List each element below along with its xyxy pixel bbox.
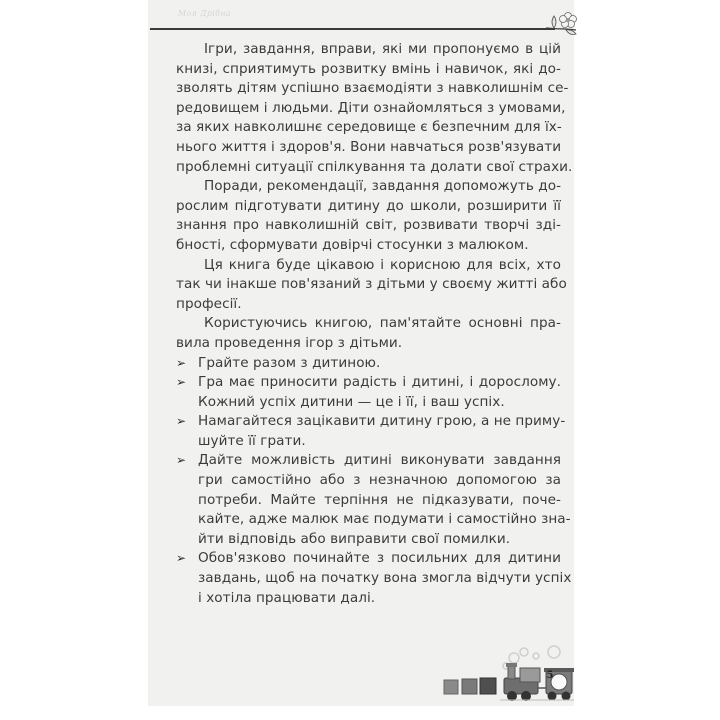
rules-list	[176, 354, 572, 609]
flower-branch-icon	[546, 10, 580, 42]
text-line: Грайте разом з дитиною.	[198, 354, 381, 371]
running-head: Моя Дрiбна	[178, 9, 231, 18]
list-item	[176, 373, 561, 412]
text-line: книзі, сприятимуть розвитку вмінь і навичок, які до-	[176, 60, 561, 77]
arrow-bullet-icon: ➢	[176, 355, 187, 370]
text-line: знання про навколишній світ, розвивати творчі зді-	[176, 217, 561, 234]
paragraph-intro	[176, 40, 573, 177]
text-line: Ця книга буде цікавою і корисною для всіх, хто	[204, 256, 561, 273]
text-line: Кожний успіх дитини — це і її, і ваш успіх.	[198, 393, 505, 410]
text-line: вила проведення ігор з дітьми.	[176, 334, 403, 351]
text-line: кайте, адже малюк має подумати і самостійно зна-	[198, 511, 571, 528]
list-item	[176, 549, 572, 608]
text-line: зволять дітям успішно взаємодіяти з навколишнім се-	[176, 80, 569, 97]
text-line: Поради, рекомендації, завдання допоможуть до-	[204, 178, 562, 195]
text-line: потреби. Майте терпіння не підказувати, поче-	[198, 491, 561, 508]
page-number: 5	[546, 670, 554, 681]
text-line: Користуючись книгою, пам'ятайте основні пра-	[204, 315, 561, 332]
book-page	[148, 0, 574, 706]
text-line: професії.	[176, 295, 242, 312]
arrow-bullet-icon: ➢	[176, 551, 187, 566]
list-item	[176, 354, 561, 374]
list-item	[176, 412, 566, 451]
paragraph-rules-intro	[176, 314, 561, 353]
text-line: рослим підготувати дитину до школи, розширити її	[176, 197, 561, 214]
text-line: гри самостійно або з незначною допомогою за	[198, 472, 561, 489]
text-line: завдань, щоб на початку вона змогла відчути успіх	[198, 570, 572, 587]
paragraph-advice	[176, 177, 561, 255]
text-line: за яких навколишнє середовище є безпечним для їх-	[176, 119, 562, 136]
header-rule	[150, 28, 555, 30]
text-line: йти відповідь або виправити свої помилки.	[198, 530, 511, 547]
text-line: так чи інакше пов'язаний з дітьми у своєму житті або	[176, 276, 567, 293]
text-line: і хотіла працювати далі.	[198, 589, 376, 606]
paragraph-audience	[176, 256, 567, 315]
body-text	[176, 40, 573, 608]
text-line: Гра має приносити радість і дитині, і дорослому.	[198, 374, 561, 391]
list-item	[176, 451, 571, 549]
arrow-bullet-icon: ➢	[176, 414, 187, 429]
arrow-bullet-icon: ➢	[176, 453, 187, 468]
text-line: шуйте її грати.	[198, 432, 306, 449]
text-line: Дайте можливість дитині виконувати завдання	[198, 452, 561, 469]
text-line: Ігри, завдання, вправи, які ми пропонуємо в цій	[204, 41, 561, 57]
arrow-bullet-icon: ➢	[176, 375, 187, 390]
text-line: редовищем і людьми. Діти ознайомляться з умовами,	[176, 99, 566, 116]
text-line: Намагайтеся зацікавити дитину грою, а не приму-	[198, 413, 566, 430]
text-line: проблемні ситуації спілкування та долати свої страхи.	[176, 158, 573, 175]
text-line: нього життя і здоров'я. Вони навчаться розв'язувати	[176, 138, 562, 155]
text-line: Обов'язково починайте з посильних для дитини	[198, 550, 561, 567]
text-line: бності, сформувати довірчі стосунки з малюком.	[176, 236, 529, 253]
